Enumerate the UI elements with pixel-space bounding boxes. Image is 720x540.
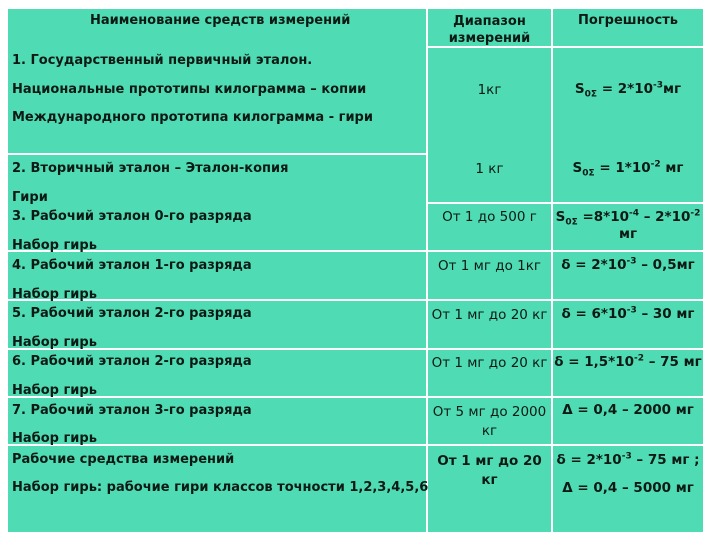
header-error: Погрешность — [578, 13, 678, 28]
row4-range: От 1 мг до 1кг — [438, 258, 541, 274]
row8-name-line2: Набор гирь: рабочие гири классов точности 1,2,3,4,5,6 — [12, 480, 429, 495]
row5-name-line2: Набор гирь — [12, 335, 97, 350]
row8-name-line1: Рабочие средства измерений — [12, 452, 235, 467]
measurement-instruments-table — [8, 9, 703, 532]
header-range: Диапазон измерений — [448, 14, 531, 46]
row7-name-line1: 7. Рабочий эталон 3-го разряда — [12, 403, 252, 418]
row-divider — [8, 153, 426, 155]
row5-name-line1: 5. Рабочий эталон 2-го разряда — [12, 306, 252, 321]
row6-name-line1: 6. Рабочий эталон 2-го разряда — [12, 354, 252, 369]
row-divider — [428, 202, 703, 204]
row4-name-line2: Набор гирь — [12, 287, 97, 302]
row-divider — [8, 299, 703, 301]
row8-error-line1: $\delta = 2*10^{-3} - 75$ мг ; — [556, 451, 700, 468]
row1-name-line1: 1. Государственный первичный эталон. — [12, 53, 313, 68]
row6-error: $\delta = 1,5*10^{-2} - 75$ мг — [554, 353, 702, 370]
row2-name-line1: 2. Вторичный эталон – Эталон-копия — [12, 161, 289, 176]
row8-error-line2: Δ = 0,4 – 5000 мг — [562, 480, 694, 496]
row7-error: Δ = 0,4 – 2000 мг — [562, 402, 694, 418]
row8-range: От 1 мг до 20 кг — [437, 453, 542, 488]
row4-error: $\delta = 2*10^{-3} - 0,5мг$ — [561, 256, 695, 273]
row2-range: 1 кг — [475, 161, 504, 177]
header-name: Наименование средств измерений — [90, 13, 351, 28]
row6-name-line2: Набор гирь — [12, 383, 97, 398]
row3-error: $S_{0\Sigma} =8*10^{-4} - 2*10^{-2}$ мг — [555, 208, 701, 242]
row-divider — [8, 444, 703, 446]
row6-range: От 1 мг до 20 кг — [431, 355, 548, 371]
row4-name-line1: 4. Рабочий эталон 1-го разряда — [12, 258, 252, 273]
row5-range: От 1 мг до 20 кг — [431, 307, 548, 323]
row3-name-line2: Набор гирь — [12, 238, 97, 253]
row1-name-line2: Национальные прототипы килограмма – копии — [12, 82, 367, 97]
row2-name-line2: Гири — [12, 190, 48, 205]
row3-range: От 1 до 500 г — [442, 209, 537, 225]
row-divider — [8, 396, 703, 398]
row7-name-line2: Набор гирь — [12, 431, 97, 446]
row-divider — [8, 250, 703, 252]
row-divider — [8, 348, 703, 350]
row1-error: $S_{0\Sigma} = 2*10^{-3}мг$ — [574, 80, 682, 100]
row1-range: 1кг — [477, 82, 502, 98]
row5-error: $\delta = 6*10^{-3} - 30$ мг — [561, 305, 695, 322]
row7-range: От 5 мг до 2000 кг — [432, 404, 547, 439]
row2-error: $S_{0\Sigma} = 1*10^{-2}$ мг — [572, 159, 684, 179]
row3-name-line1: 3. Рабочий эталон 0-го разряда — [12, 209, 252, 224]
row1-name-line3: Международного прототипа килограмма - гири — [12, 110, 373, 125]
